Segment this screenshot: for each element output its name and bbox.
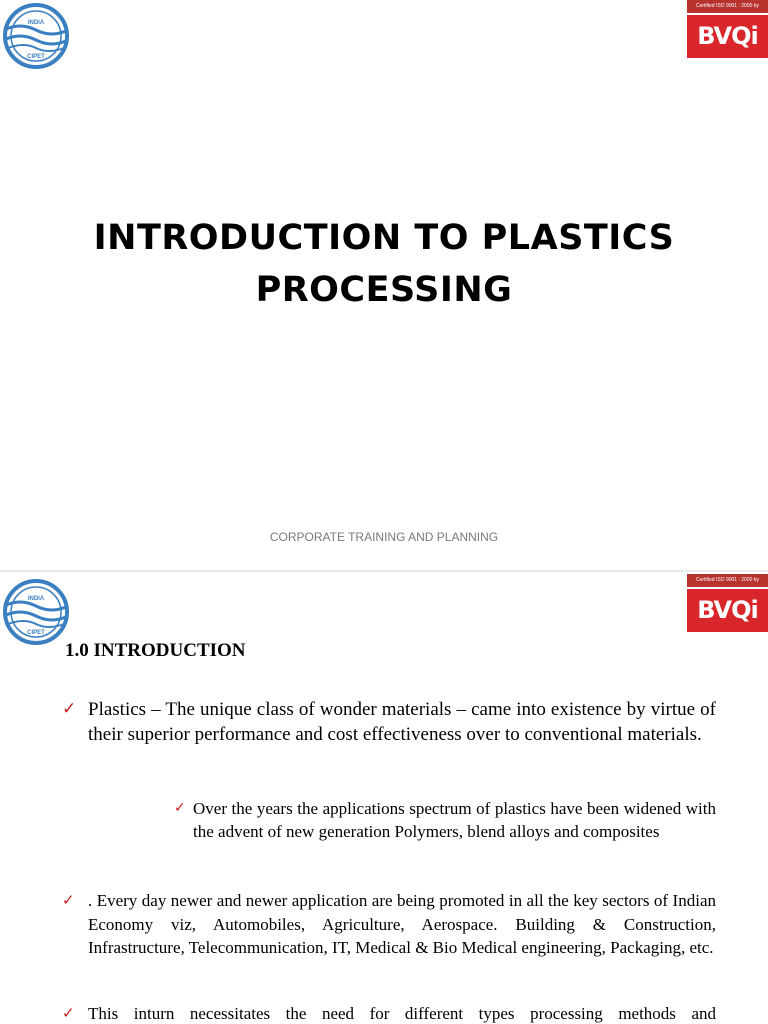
cipet-logo-top-text: INDIA — [27, 596, 45, 602]
bullet-item — [62, 1002, 716, 1024]
cipet-logo-top-text: INDIA — [27, 20, 45, 26]
checkmark-icon: ✓ — [174, 800, 186, 816]
bullet-text: This inturn necessitates the need for different types processing methods and — [88, 1004, 716, 1023]
checkmark-icon: ✓ — [62, 699, 77, 719]
checkmark-icon: ✓ — [62, 891, 75, 909]
bullet-text: . Every day newer and newer application are being promoted in all the key sectors of Indian Economy viz, Automobiles, Agriculture, Aerospace. Building & Construction, Infrastructure, Telecommunication, IT, Medical & Bio Medical engineering, Packaging, etc. — [88, 891, 716, 957]
section-heading: 1.0 INTRODUCTION — [65, 640, 246, 661]
bvqi-certified-strip: Certified ISO 9001 : 2000 by — [687, 0, 768, 13]
slide-title: INTRODUCTION TO PLASTICS PROCESSING — [93, 218, 675, 310]
bullet-text: Plastics – The unique class of wonder materials – came into existence by virtue of their superior performance and cost effectiveness over to conventional materials. — [88, 699, 716, 745]
content-slide — [0, 572, 768, 1024]
cipet-logo-icon — [0, 576, 72, 648]
bvqi-badge-icon — [687, 0, 768, 58]
bullet-item — [62, 697, 716, 747]
bvqi-badge-icon — [687, 574, 768, 632]
bvqi-brand-box — [687, 589, 768, 632]
cipet-logo-icon — [0, 0, 72, 72]
bvqi-brand-text: BVQi — [697, 22, 758, 50]
bvqi-brand-text: BVQi — [697, 596, 758, 624]
bullet-text: Over the years the applications spectrum of plastics have been widened with the advent of new generation Polymers, blend alloys and composites — [193, 799, 716, 841]
checkmark-icon: ✓ — [62, 1004, 75, 1022]
bvqi-brand-box — [687, 15, 768, 58]
cipet-logo-text: CIPET — [27, 630, 45, 636]
slide-subtitle: CORPORATE TRAINING AND PLANNING — [269, 530, 499, 544]
sub-bullet-item — [174, 797, 716, 843]
bullet-item — [62, 889, 716, 960]
cipet-logo-text: CIPET — [27, 54, 45, 60]
bvqi-certified-strip: Certified ISO 9001 : 2000 by — [687, 574, 768, 587]
